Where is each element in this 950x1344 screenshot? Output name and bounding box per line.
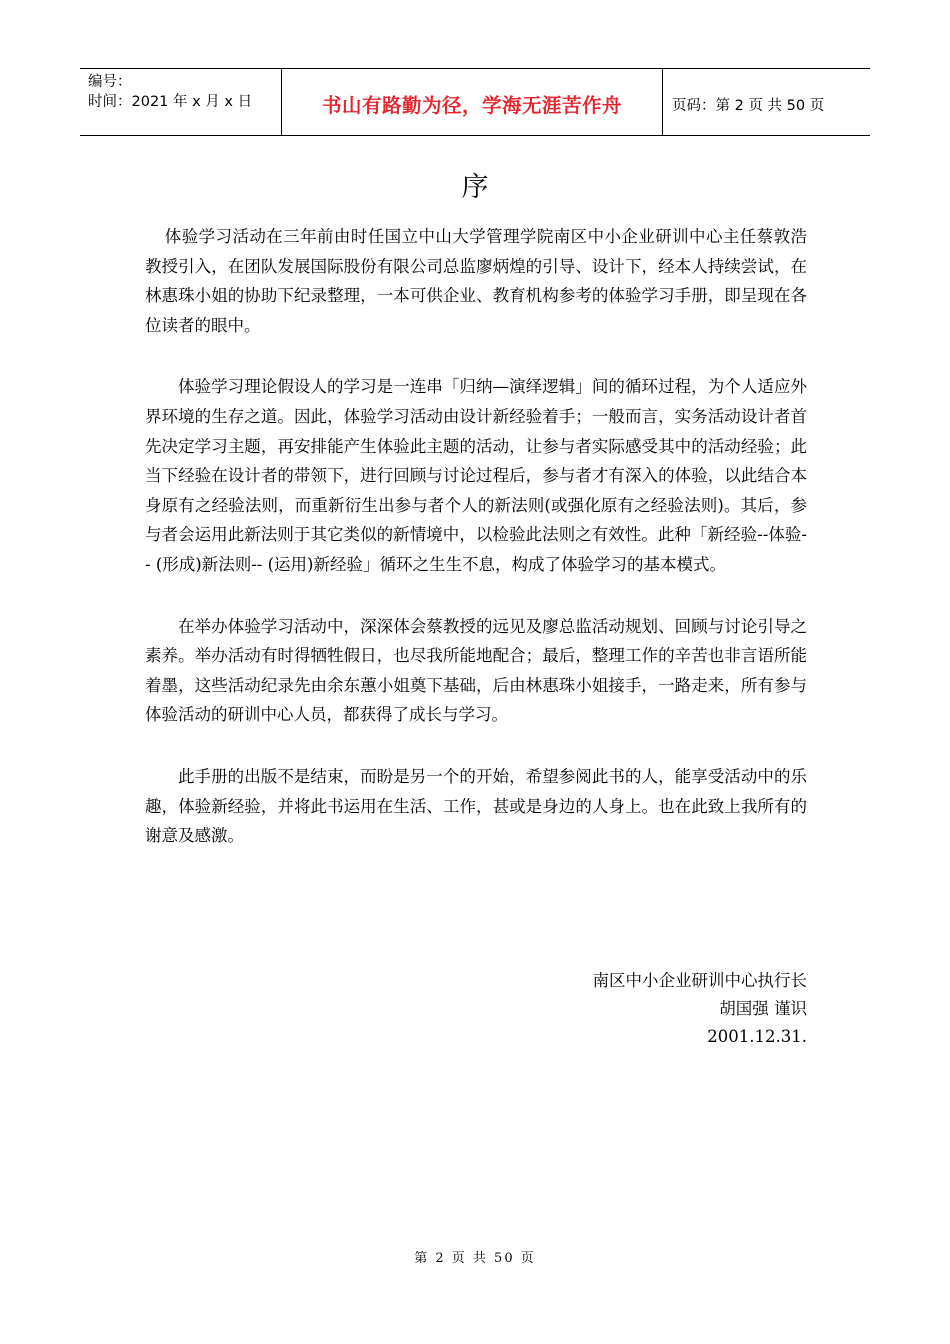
header-page-info: 页码：第 2 页 共 50 页	[672, 97, 825, 114]
header-meta	[80, 69, 280, 135]
signature-organization: 南区中小企业研训中心执行长	[592, 971, 807, 990]
body-paragraph: 此手册的出版不是结束，而盼是另一个的开始，希望参阅此书的人，能享受活动中的乐趣，体验新经验，并将此书运用在生活、工作，甚或是身边的人身上。也在此致上我所有的谢意及感激。	[145, 766, 807, 846]
header-motto-cell	[281, 69, 663, 135]
body-paragraph: 体验学习理论假设人的学习是一连串「归纳—演绎逻辑」间的循环过程，为个人适应外界环境的生存之道。因此，体验学习活动由设计新经验着手；一般而言，实务活动设计者首先决定学习主题，再安排能产生体验此主题的活动，让参与者实际感受其中的活动经验；此当下经验在设计者的带领下，进行回顾与讨论过程后，参与者才有深入的体验，以此结合本身原有之经验法则，而重新衍生出参与者个人的新法则(或强化原有之经验法则)。其后，参与者会运用此新法则于其它类似的新情境中，以检验此法则之有效性。此种「新经验--体验-- (形成)新法则-- (运用)新经验」循环之生生不息，构成了体验学习的基本模式。	[145, 377, 807, 574]
page-header	[80, 68, 870, 136]
document-date-label: 时间：2021 年 x 月 x 日	[88, 94, 253, 110]
body-paragraph: 在举办体验学习活动中，深深体会蔡教授的远见及廖总监活动规划、回顾与讨论引导之素养。举办活动有时得牺牲假日，也尽我所能地配合；最后，整理工作的辛苦也非言语所能着墨，这些活动纪录先由余东蕙小姐奠下基础，后由林惠珠小姐接手，一路走来，所有参与体验活动的研训中心人员，都获得了成长与学习。	[145, 616, 807, 725]
signature-date: 2001.12.31.	[707, 1027, 807, 1046]
document-title: 序	[461, 172, 489, 203]
document-number-label: 编号：	[88, 74, 132, 90]
page-footer: 第 2 页 共 50 页	[414, 1251, 536, 1266]
header-motto: 书山有路勤为径，学海无涯苦作舟	[321, 94, 622, 117]
document-body	[145, 222, 807, 883]
signature-block	[593, 967, 808, 1051]
signature-author: 胡国强 谨识	[719, 999, 807, 1018]
body-paragraph: 体验学习活动在三年前由时任国立中山大学管理学院南区中小企业研训中心主任蔡敦浩教授引入，在团队发展国际股份有限公司总监廖炳煌的引导、设计下，经本人持续尝试，在林惠珠小姐的协助下纪录整理，一本可供企业、教育机构参考的体验学习手册，即呈现在各位读者的眼中。	[145, 227, 807, 335]
